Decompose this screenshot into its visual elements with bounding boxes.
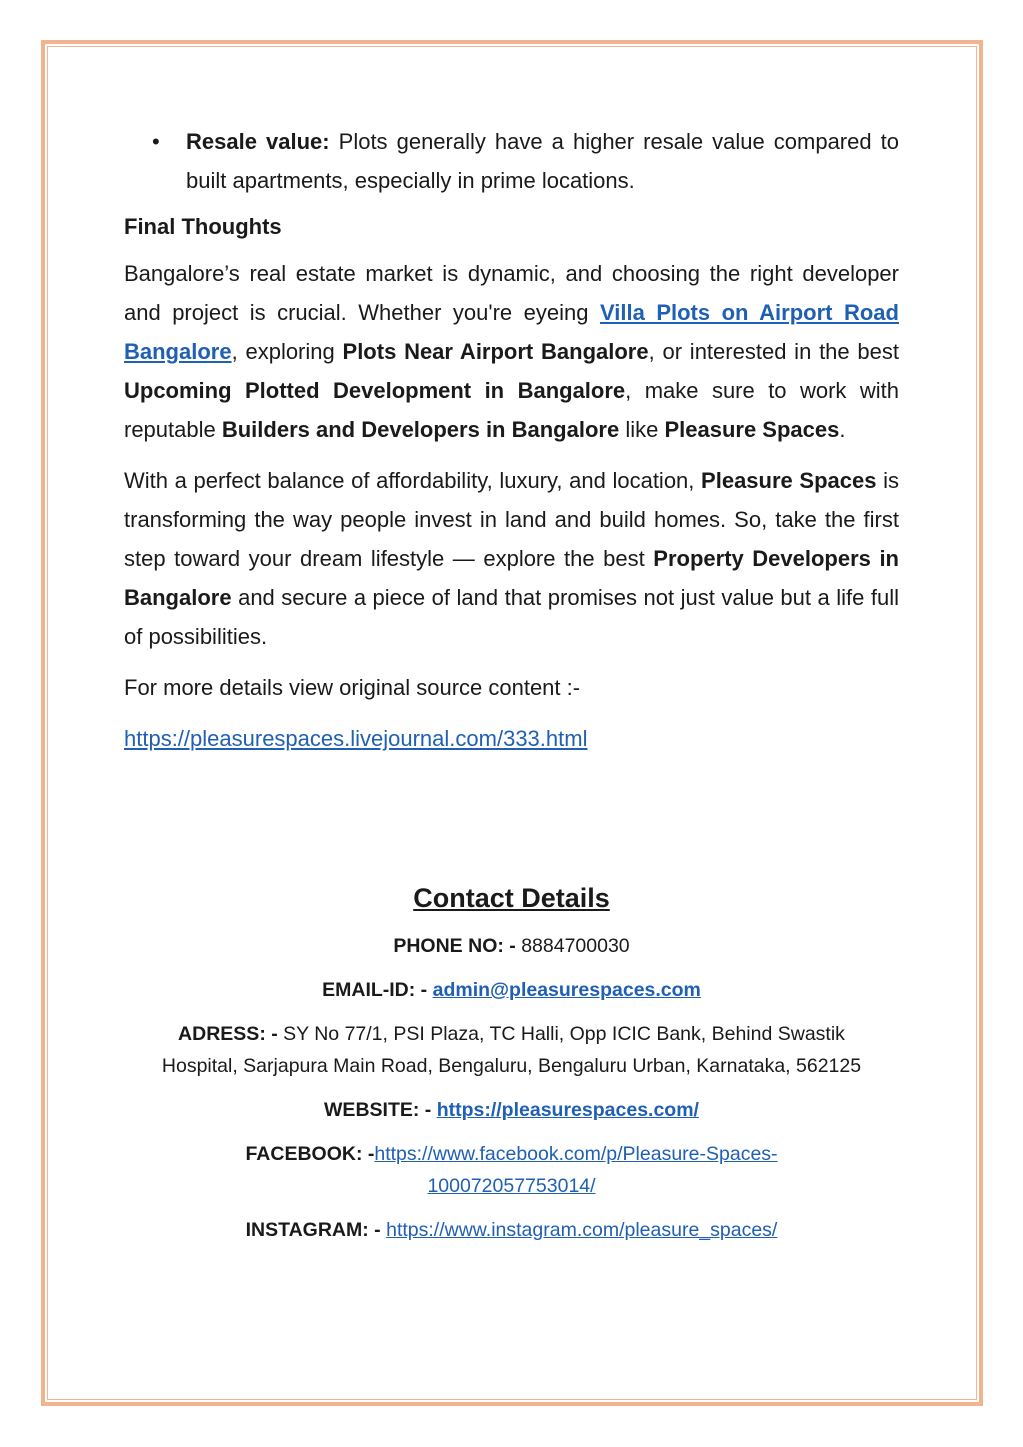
bold-run: Builders and Developers in Bangalore (221, 417, 620, 442)
paragraph-final-1 (124, 254, 899, 449)
phone-value: 8884700030 (521, 935, 630, 957)
address-label: ADRESS: - (178, 1023, 278, 1045)
source-intro: For more details view original source content :- (124, 675, 581, 700)
instagram-link[interactable]: https://www.instagram.com/pleasure_spaces/ (386, 1219, 778, 1241)
text-run: is transforming the way people invest in land and build homes. So, take the first step toward your dream lifestyle — explore the best (124, 468, 899, 571)
instagram-label: INSTAGRAM: - (245, 1219, 381, 1241)
paragraph-final-2 (124, 461, 899, 656)
resale-text (186, 122, 899, 200)
contact-phone (124, 930, 899, 962)
text-run: and secure a piece of land that promises not just value but a life full of possibilities. (124, 585, 899, 649)
bold-run: Pleasure Spaces (701, 468, 877, 493)
bold-run: Pleasure Spaces (664, 417, 840, 442)
villa-plots-link[interactable]: Villa Plots on Airport Road Bangalore (124, 300, 899, 364)
text-run: Bangalore’s real estate market is dynamic, and choosing the right developer and project is crucial. Whether you're eyeing (124, 261, 899, 325)
website-label: WEBSITE: - (324, 1099, 432, 1121)
contact-title: Contact Details (413, 883, 610, 913)
bold-run: Plots Near Airport Bangalore (342, 339, 649, 364)
website-link[interactable]: https://pleasurespaces.com/ (436, 1099, 699, 1121)
resale-label: Resale value: (186, 129, 330, 154)
bullet-icon: • (152, 129, 160, 154)
address-value: SY No 77/1, PSI Plaza, TC Halli, Opp ICIC Bank, Behind Swastik Hospital, Sarjapura Main Road, Bengaluru, Bengaluru Urban, Karnataka, 562125 (161, 1023, 862, 1077)
email-link[interactable]: admin@pleasurespaces.com (432, 979, 701, 1001)
text-run: like (619, 417, 665, 442)
bold-run: Upcoming Plotted Development in Bangalore (124, 378, 626, 403)
facebook-label: FACEBOOK: - (245, 1143, 375, 1165)
text-run: , exploring (231, 339, 343, 364)
text-run: . (839, 417, 846, 442)
contact-section (124, 878, 899, 1246)
facebook-link[interactable]: https://www.facebook.com/p/Pleasure-Spaces-100072057753014/ (374, 1143, 778, 1197)
bold-run: Property Developers in Bangalore (124, 546, 899, 610)
source-link-row (124, 719, 899, 758)
article-content (124, 120, 899, 758)
contact-instagram (124, 1214, 899, 1246)
contact-address (124, 1018, 899, 1082)
email-label: EMAIL-ID: - (322, 979, 428, 1001)
contact-website (124, 1094, 899, 1126)
resale-body: Plots generally have a higher resale value compared to built apartments, especially in prime locations. (186, 129, 900, 193)
list-item-resale (124, 122, 899, 200)
contact-facebook (124, 1138, 899, 1202)
source-link[interactable]: https://pleasurespaces.livejournal.com/333.html (124, 726, 588, 751)
text-run: With a perfect balance of affordability, luxury, and location, (124, 468, 702, 493)
contact-email (124, 974, 899, 1006)
phone-label: PHONE NO: - (393, 935, 516, 957)
text-run: , make sure to work with reputable (124, 378, 899, 442)
final-thoughts-heading: Final Thoughts (124, 214, 282, 239)
text-run: , or interested in the best (648, 339, 899, 364)
